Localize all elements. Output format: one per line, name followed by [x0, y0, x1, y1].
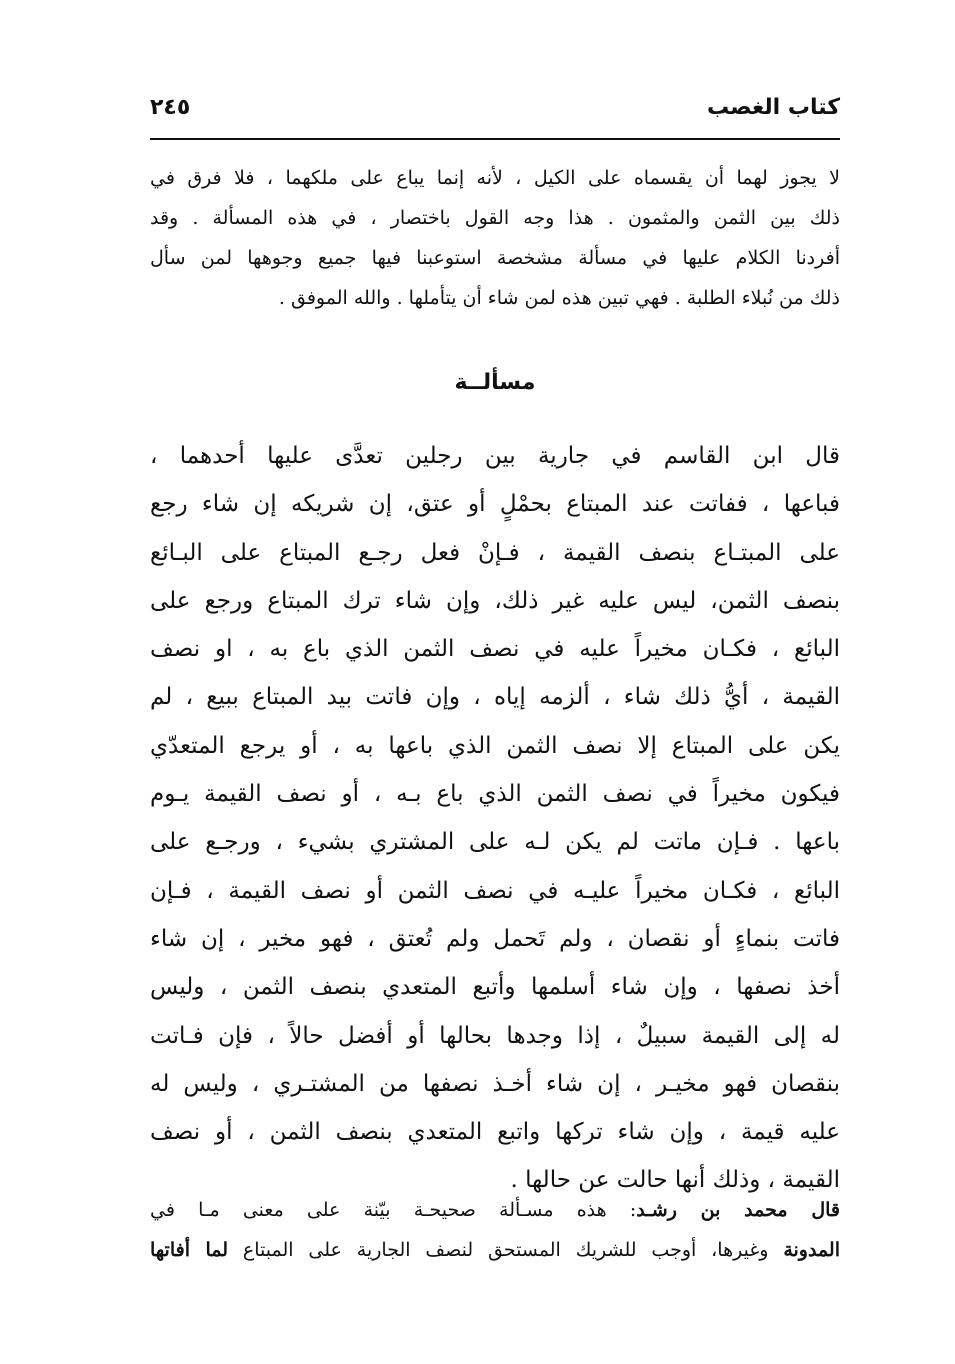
commentary-text: : هذه مسـألة صحيحـة بيّنة على معنى مـا في [150, 1199, 637, 1221]
text-line: البائع ، فكـان مخيراً عليه في نصف الثمن الذي باع به ، او نصف [150, 636, 840, 663]
text-line: يكن على المبتاع إلا نصف الثمن الذي باعها به ، أو يرجع المتعدّي [150, 732, 840, 759]
text-line: ذلك من نُبلاء الطلبة . فهي تبين هذه لمن شاء أن يتأملها . والله الموفق . [278, 287, 840, 309]
text-line: القيمة ، وذلك أنها حالت عن حالها . [510, 1167, 840, 1194]
text-line: أخذ نصفها ، وإن شاء أسلمها وأتبع المتعدي بنصف الثمن ، وليس [150, 974, 840, 1001]
text-line: على المبتـاع بنصف القيمة ، فـإنْ فعل رجـع المبتاع على البـائع [150, 539, 840, 566]
text-line: له إلى القيمة سبيلٌ ، إذا وجدها بحالها أو أفضل حالاً ، فإن فـاتت [150, 1022, 840, 1049]
page-header [150, 95, 840, 131]
page-number: ٢٤٥ [150, 95, 191, 120]
text-line: عليه قيمة ، وإن شاء تركها واتبع المتعدي بنصف الثمن ، أو نصف [150, 1119, 840, 1146]
text-line: فيكون مخيراً في نصف الثمن الذي باع بـه ، أو نصف القيمة يـوم [150, 781, 840, 808]
header-divider [150, 138, 840, 140]
commentary-paragraph [150, 1190, 840, 1270]
text-line: ذلك بين الثمن والمثمون . هذا وجه القول باختصار ، في هذه المسألة . وقد [150, 207, 840, 229]
text-line: باعها . فـإن ماتت لم يكن لـه على المشتري بشيء ، ورجـع على [150, 829, 840, 856]
text-line: بنقصان فهو مخيـر ، إن شاء أخـذ نصفها من المشتـري ، وليس له [150, 1070, 840, 1097]
text-line [150, 1230, 840, 1270]
text-line: فباعها ، ففاتت عند المبتاع بحمْلٍ أو عتق، إن شريكه إن شاء رجع [150, 491, 840, 518]
quoted-paragraph [150, 432, 840, 1205]
commentator-name: قال محمد بن رشـد [636, 1199, 840, 1221]
text-line: البائع ، فكـان مخيراً عليـه في نصف الثمن أو نصف القيمة ، فـإن [150, 877, 840, 904]
commentary-text: وغيرها، أوجب للشريك المستحق لنصف الجارية على المبتاع [228, 1239, 784, 1261]
cited-work: المدونة [783, 1239, 840, 1261]
text-line: فاتت بنماءٍ أو نقصان ، ولم تَحمل ولم تُعتق ، فهو مخير ، إن شاء [150, 925, 840, 952]
text-line: لا يجوز لهما أن يقسماه على الكيل ، لأنه إنما يباع على ملكهما ، فلا فرق في [150, 167, 840, 189]
text-line: بنصف الثمن، ليس عليه غير ذلك، وإن شاء ترك المبتاع ورجع على [150, 587, 840, 614]
text-line: القيمة ، أيُّ ذلك شاء ، ألزمه إياه ، وإن فاتت بيد المبتاع ببيع ، لم [150, 684, 840, 711]
text-line: أفردنا الكلام عليها في مسألة مشخصة استوعبنا فيها جميع وجوهها لمن سأل [150, 247, 840, 269]
intro-paragraph [150, 158, 840, 318]
commentary-emphasis: لما أفاتها [150, 1239, 229, 1261]
section-heading: مسألــة [454, 370, 536, 395]
text-line: قال ابن القاسم في جارية بين رجلين تعدَّى عليها أحدهما ، [150, 443, 840, 469]
running-title: كتاب الغصب [707, 95, 840, 120]
text-line [150, 1190, 840, 1230]
